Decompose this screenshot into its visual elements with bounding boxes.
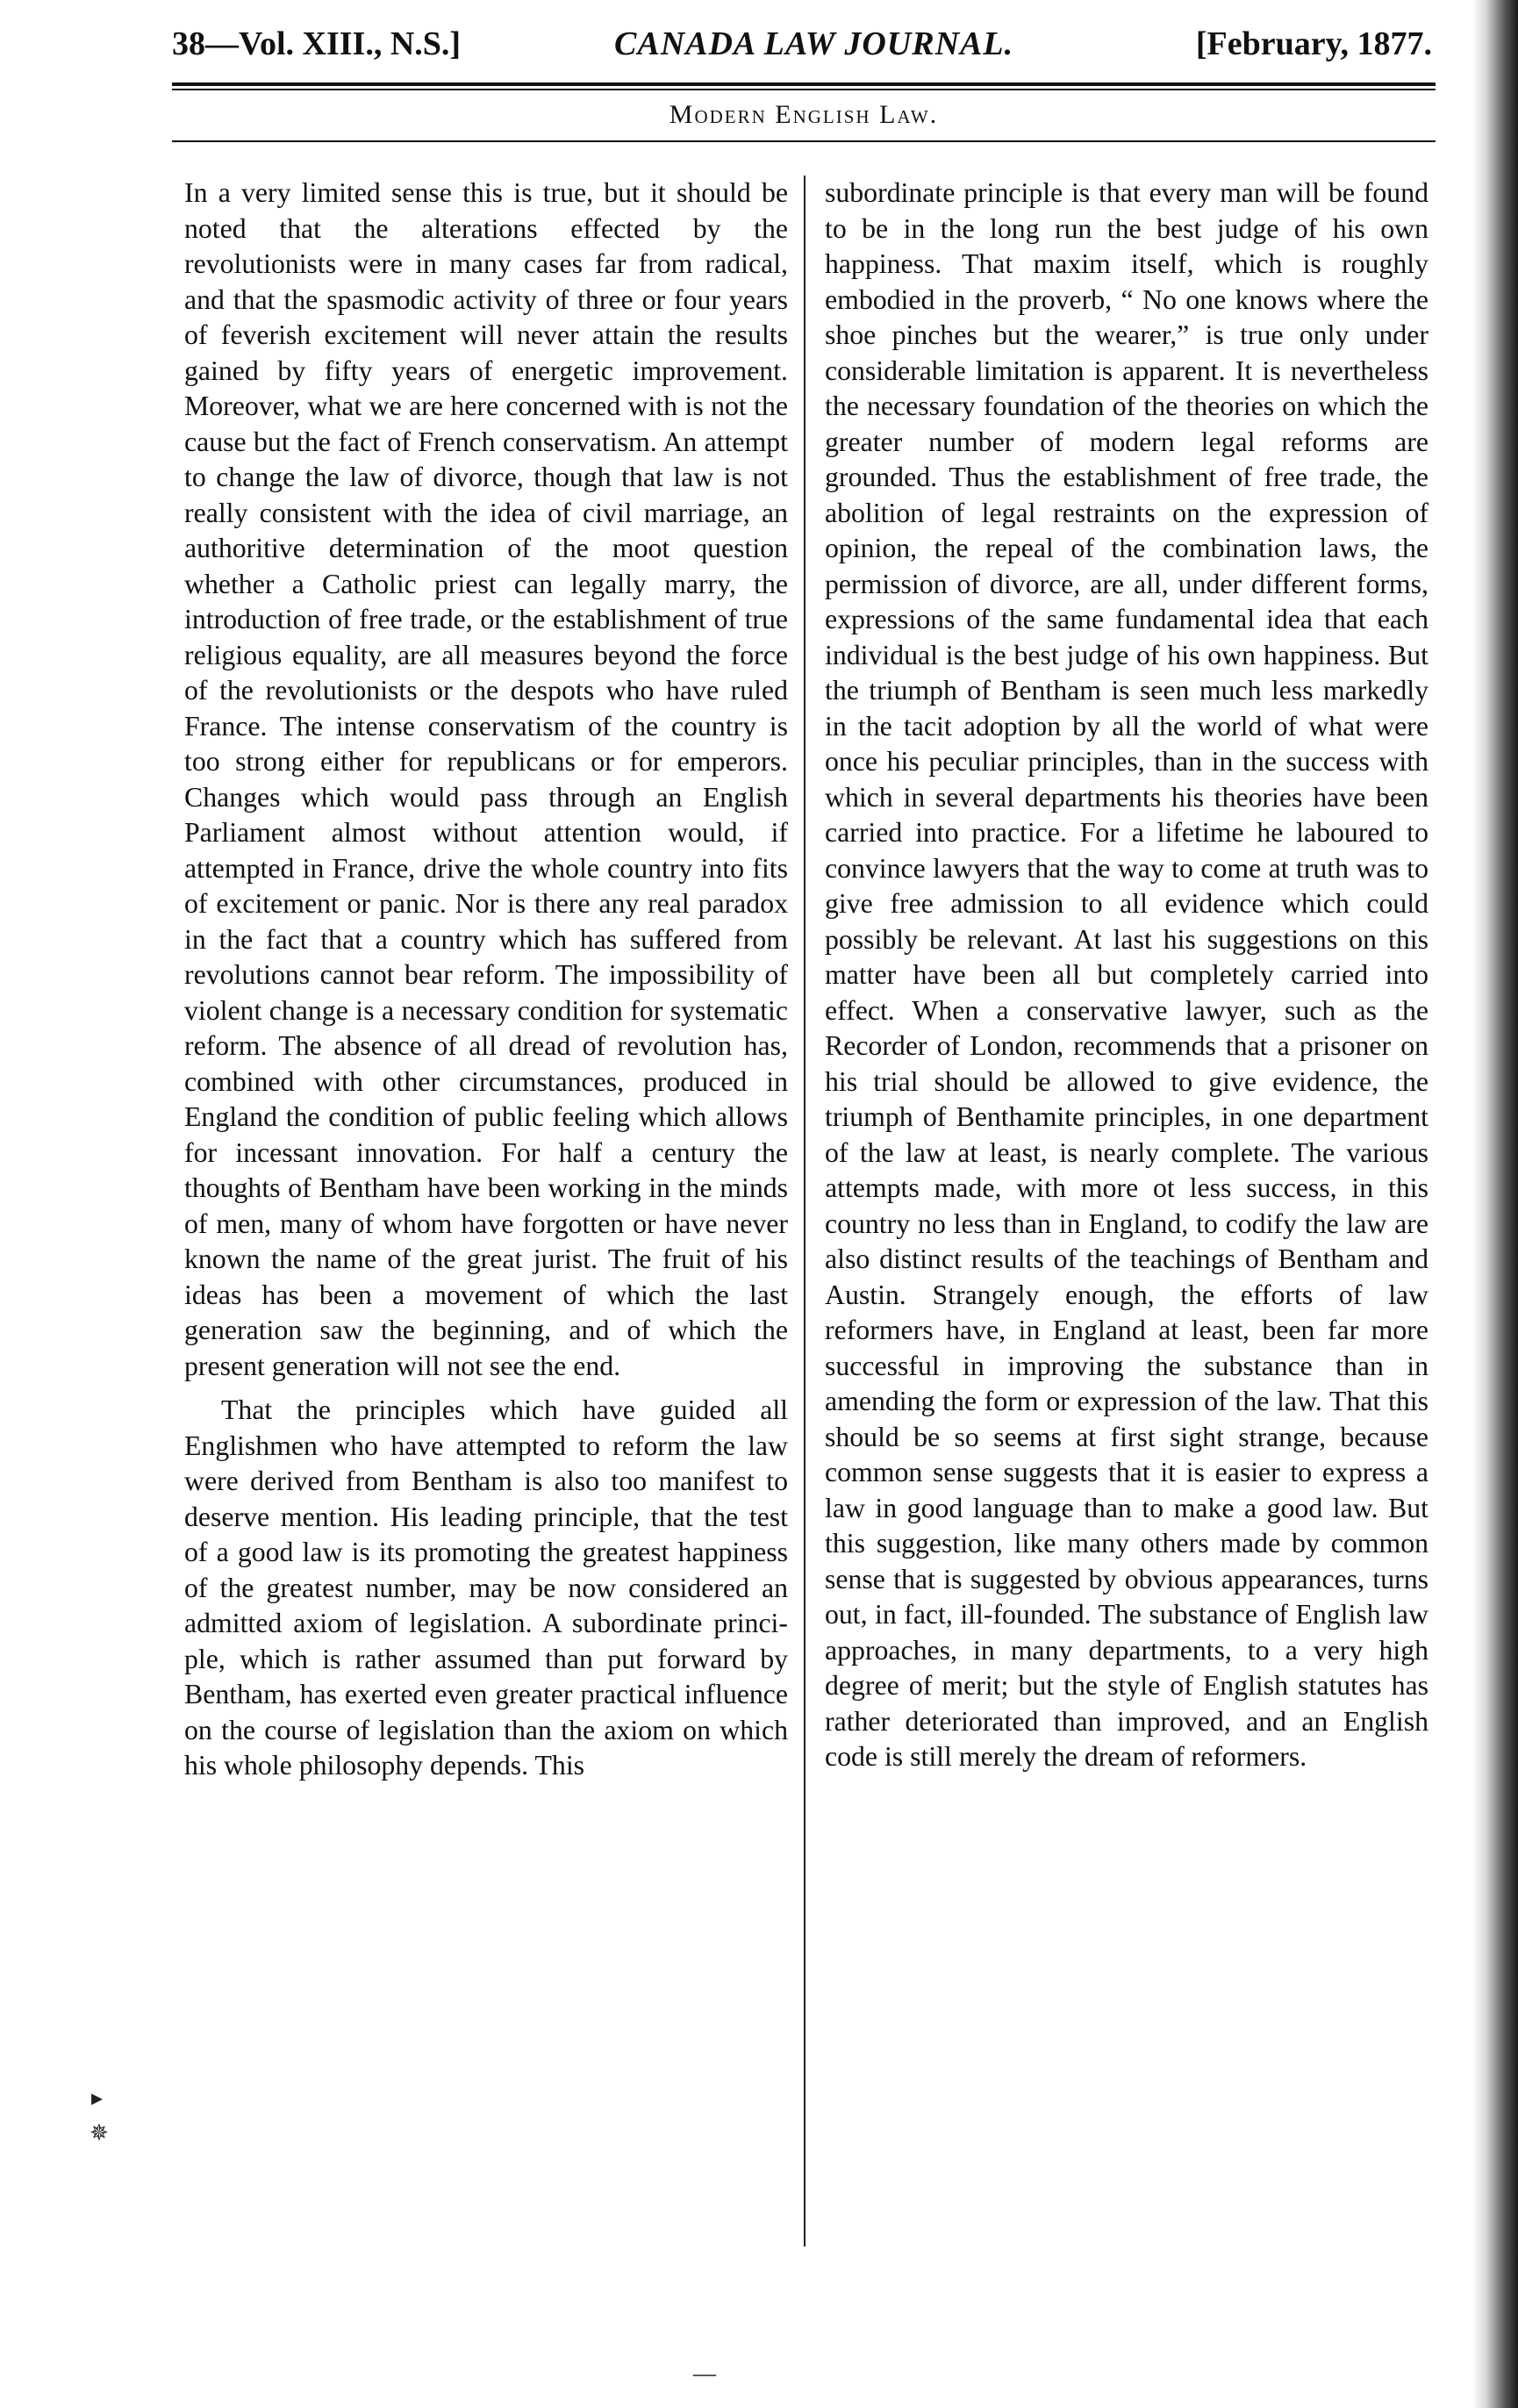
section-title-rule <box>172 140 1436 142</box>
margin-mark-b: ✵ <box>90 2120 109 2146</box>
right-column <box>825 176 1428 1775</box>
page-edge-shadow <box>1472 0 1518 2408</box>
right-paragraph-1: subordinate principle is that every man will be found to be in the long run the best judge of his own happiness. That maxim itself, which is roughly embodied in the proverb, “ No one knows where the shoe pinches but the wearer,” is true only under considerable limitation is apparent. It is nevertheless the necessary foundation of the theories on which the greater number of modern legal reforms are grounded. Thus the establishment of free trade, the abolition of legal restraints on the expression of opinion, the repeal of the combination laws, the permission of divorce, are all, under different forms, expressions of the same fundamental idea that each individual is the best judge of his own happiness. But the triumph of Bentham is seen much less markedly in the tacit adoption by all the world of what were once his peculiar principles, than in the success with which in several departments his theories have been carried into practice. For a lifetime he laboured to convince lawyers that the way to come at truth was to give free admission to all evidence which could possibly be relevant. At last his suggestions on this matter have been all but completely carried into effect. When a conservative lawyer, such as the Recorder of London, recommends that a prisoner on his trial should be allowed to give evidence, the triumph of Benthamite principles, in one department of the law at least, is nearly complete. The various attempts made, with more ot less success, in this country no less than in England, to codify the law are also distinct results of the teachings of Bentham and Austin. Strangely enough, the efforts of law reformers have, in England at least, been far more successful in improving the substance than in amending the form or expression of the law. That this should be so seems at first sight strange, because common sense suggests that it is easier to express a law in good language than to make a good law. But this suggestion, like many others made by common sense that is suggested by obvious appearances, turns out, in fact, ill-founded. The substance of English law approaches, in many departments, to a very high degree of merit; but the style of English statutes has rather deteriorated than improved, and an English code is still merely the dream of reformers. <box>825 177 1428 1772</box>
issue-date: [February, 1877. <box>1195 25 1432 62</box>
header-rule-thin <box>172 89 1436 90</box>
volume-label: 38—Vol. XIII., N.S.] <box>172 25 462 62</box>
journal-title: CANADA LAW JOURNAL. <box>614 25 1014 62</box>
running-head <box>172 25 1432 74</box>
left-paragraph-1: In a very limited sense this is true, but it should be noted that the alterations effected by the revolutionists were in many cases far from radical, and that the spasmodic activity of three or four years of feverish excitement will never attain the results gained by fifty years of energetic improvement. Moreover, what we are here concerned with is not the cause but the fact of French conservatism. An attempt to change the law of divorce, though that law is not really consistent with the idea of civil marriage, an authoritive determination of the moot question whether a Catholic priest can legally marry, the introduction of free trade, or the establishment of true religious equality, are all measures beyond the force of the revolutionists or the despots who have ruled France. The intense conservatism of the country is too strong either for republicans or for emperors. Changes which would pass through an English Parliament almost without attention would, if attempted in France, drive the whole country into fits of excitement or panic. Nor is there any real paradox in the fact that a country which has suffered from revolutions cannot bear reform. The impossibility of violent change is a necessary condition for systematic reform. The absence of all dread of revolution has, combined with other circumstances, produced in England the condition of public feeling which allows for incessant innovation. For half a century the thoughts of Bentham have been working in the minds of men, many of whom have forgotten or have never known the name of the great jurist. The fruit of his ideas has been a movement of which the last generation saw the beginning, and of which the present generation will not see the end. <box>184 177 788 1381</box>
section-title: Modern English Law. <box>669 100 939 129</box>
left-column <box>184 176 788 1784</box>
left-paragraph-2: That the principles which have guided all Englishmen who have attempted to reform the law were derived from Bentham is also too manifest to deserve mention. His leading principle, that the test of a good law is its promoting the greatest happiness of the greatest number, may be now considered an admitted axiom of legislation. A subordinate principle, which is rather assumed than put forward by Bentham, has exerted even greater practical influence on the course of legislation than the axiom on which his whole philosophy depends. This <box>184 1394 788 1781</box>
footer-mark: — <box>693 2361 716 2386</box>
margin-mark-a: ▸ <box>91 2085 104 2111</box>
header-rule-thick <box>172 82 1436 86</box>
column-divider <box>804 176 806 2247</box>
